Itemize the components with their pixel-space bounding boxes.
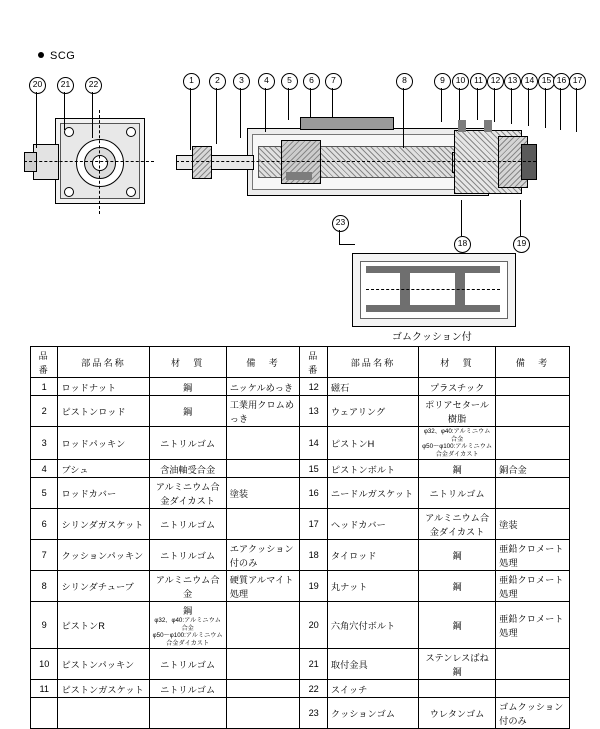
cell-material: φ32、φ40:アルミニウム合金 φ50～φ100:アルミニウム合金ダイカスト <box>419 427 496 460</box>
cell-no: 11 <box>31 680 58 698</box>
cell-remarks: 銅合金 <box>496 460 570 478</box>
callout-20[interactable]: 20 <box>29 77 46 94</box>
cell-no: 17 <box>300 509 327 540</box>
flange-hole <box>64 127 74 137</box>
piston-rod <box>176 155 254 170</box>
needle-gasket <box>484 120 492 132</box>
leader-19 <box>520 200 521 236</box>
callout-22[interactable]: 22 <box>85 77 102 94</box>
cell-no <box>31 698 58 729</box>
cell-remarks <box>496 649 570 680</box>
cell-remarks <box>226 602 300 649</box>
cell-remarks <box>496 378 570 396</box>
cell-remarks <box>226 509 300 540</box>
cell-no: 5 <box>31 478 58 509</box>
main-center-line <box>176 161 536 162</box>
flange-hole <box>126 127 136 137</box>
cell-remarks: 亜鉛クロメート処理 <box>496 571 570 602</box>
cell-no: 16 <box>300 478 327 509</box>
center-line-vertical <box>99 110 100 214</box>
detail-view-label: ゴムクッション付 <box>392 332 472 343</box>
cell-no: 3 <box>31 427 58 460</box>
cell-name: ピストンガスケット <box>58 680 149 698</box>
cell-no: 9 <box>31 602 58 649</box>
leader-10 <box>459 88 460 120</box>
cell-material: 鋼 <box>419 540 496 571</box>
cushion-detail-block <box>300 117 394 130</box>
detail-center-line <box>366 289 500 290</box>
flange-bore-center <box>92 155 108 171</box>
cell-remarks: ゴムクッション付のみ <box>496 698 570 729</box>
cell-remarks <box>496 427 570 460</box>
leader-21 <box>64 92 65 130</box>
end-cap <box>521 144 537 180</box>
cell-material: 鋼 <box>149 396 226 427</box>
cell-material: 鋼 φ32、φ40:アルミニウム合金 φ50～φ100:アルミニウム合金ダイカスト <box>149 602 226 649</box>
cell-name: ウェアリング <box>327 396 418 427</box>
header-no-right: 品番 <box>300 347 327 378</box>
cell-material: ニトリルゴム <box>149 649 226 680</box>
cell-remarks: 塗装 <box>496 509 570 540</box>
cell-material: 鋼 <box>419 602 496 649</box>
magnet-band <box>286 172 312 180</box>
cell-remarks <box>226 680 300 698</box>
cell-name: ピストンR <box>58 602 149 649</box>
cell-remarks: 亜鉛クロメート処理 <box>496 602 570 649</box>
table-row <box>31 540 570 571</box>
cell-remarks <box>226 460 300 478</box>
cell-material: アルミニウム合金ダイカスト <box>419 509 496 540</box>
cell-name: ニードルガスケット <box>327 478 418 509</box>
table-header-row <box>31 347 570 378</box>
leader-4 <box>265 88 266 132</box>
cell-remarks <box>496 396 570 427</box>
callout-18[interactable]: 18 <box>454 236 471 253</box>
table-row <box>31 509 570 540</box>
leader-15 <box>545 88 546 128</box>
callout-3[interactable]: 3 <box>233 73 250 90</box>
cell-name: ロッドカバー <box>58 478 149 509</box>
cell-name: 六角穴付ボルト <box>327 602 418 649</box>
cell-name: ロッドパッキン <box>58 427 149 460</box>
callout-19[interactable]: 19 <box>513 236 530 253</box>
leader-23-h <box>339 244 355 245</box>
cell-material: アルミニウム合金ダイカスト <box>149 478 226 509</box>
cell-material: ウレタンゴム <box>419 698 496 729</box>
callout-21[interactable]: 21 <box>57 77 74 94</box>
table-row <box>31 478 570 509</box>
table-row <box>31 396 570 427</box>
cell-material: ニトリルゴム <box>149 680 226 698</box>
cell-material: 鋼 <box>149 378 226 396</box>
cell-name <box>58 698 149 729</box>
cell-material: ステンレスばね鋼 <box>419 649 496 680</box>
cell-material: アルミニウム合金 <box>149 571 226 602</box>
detail-bar-bottom <box>366 305 500 312</box>
leader-1 <box>190 88 191 150</box>
cell-no: 23 <box>300 698 327 729</box>
leader-20 <box>36 92 37 148</box>
table-row <box>31 460 570 478</box>
callout-13[interactable]: 13 <box>504 73 521 90</box>
callout-2[interactable]: 2 <box>209 73 226 90</box>
cell-name: ピストンボルト <box>327 460 418 478</box>
table-row <box>31 698 570 729</box>
header-no-left: 品番 <box>31 347 58 378</box>
cell-no: 10 <box>31 649 58 680</box>
leader-18 <box>461 200 462 236</box>
cell-no: 4 <box>31 460 58 478</box>
cell-no: 12 <box>300 378 327 396</box>
table-row <box>31 427 570 460</box>
cell-no: 19 <box>300 571 327 602</box>
callout-12[interactable]: 12 <box>487 73 504 90</box>
cell-material: ポリアセタール樹脂 <box>419 396 496 427</box>
cell-name: シリンダガスケット <box>58 509 149 540</box>
cell-name: 取付金具 <box>327 649 418 680</box>
parts-table <box>30 346 570 729</box>
model-label-text: SCG <box>50 50 76 62</box>
rod-nut <box>192 146 212 179</box>
cell-remarks <box>226 427 300 460</box>
cell-remarks: 硬質アルマイト処理 <box>226 571 300 602</box>
leader-22 <box>92 92 93 138</box>
leader-8 <box>403 88 404 148</box>
cell-material: ニトリルゴム <box>149 427 226 460</box>
cell-material <box>419 680 496 698</box>
leader-6 <box>310 88 311 118</box>
table-body <box>31 378 570 729</box>
cell-no: 21 <box>300 649 327 680</box>
table-row <box>31 571 570 602</box>
bullet-icon <box>38 52 44 58</box>
table-row <box>31 602 570 649</box>
cell-name: ブシュ <box>58 460 149 478</box>
center-line <box>24 161 154 162</box>
cell-remarks <box>496 680 570 698</box>
callout-5[interactable]: 5 <box>281 73 298 90</box>
cell-material <box>149 698 226 729</box>
callout-1[interactable]: 1 <box>183 73 200 90</box>
callout-4[interactable]: 4 <box>258 73 275 90</box>
leader-2 <box>216 88 217 144</box>
header-name-right: 部品名称 <box>327 347 418 378</box>
leader-7 <box>332 88 333 118</box>
callout-16[interactable]: 16 <box>553 73 570 90</box>
header-material-right: 材 質 <box>419 347 496 378</box>
callout-15[interactable]: 15 <box>538 73 555 90</box>
cell-material: ニトリルゴム <box>419 478 496 509</box>
callout-23[interactable]: 23 <box>332 215 349 232</box>
table-row <box>31 378 570 396</box>
cell-name: 丸ナット <box>327 571 418 602</box>
callout-9[interactable]: 9 <box>434 73 451 90</box>
leader-23 <box>339 230 340 244</box>
cell-remarks: 工業用クロムめっき <box>226 396 300 427</box>
needle-valve <box>458 120 466 132</box>
cell-no: 15 <box>300 460 327 478</box>
cell-no: 2 <box>31 396 58 427</box>
cell-name: クッションゴム <box>327 698 418 729</box>
flange-hole <box>64 187 74 197</box>
leader-3 <box>240 88 241 138</box>
cell-name: シリンダチューブ <box>58 571 149 602</box>
cell-no: 18 <box>300 540 327 571</box>
cell-no: 14 <box>300 427 327 460</box>
cell-name: ピストンH <box>327 427 418 460</box>
cell-no: 13 <box>300 396 327 427</box>
cell-material: 鋼 <box>419 460 496 478</box>
cell-material: 含油軸受合金 <box>149 460 226 478</box>
cell-name: ピストンロッド <box>58 396 149 427</box>
cell-name: タイロッド <box>327 540 418 571</box>
cell-name: ヘッドカバー <box>327 509 418 540</box>
cell-no: 8 <box>31 571 58 602</box>
cell-material: ニトリルゴム <box>149 509 226 540</box>
callout-11[interactable]: 11 <box>470 73 487 90</box>
cell-no: 1 <box>31 378 58 396</box>
leader-13 <box>511 88 512 124</box>
cell-name: 磁石 <box>327 378 418 396</box>
cell-no: 22 <box>300 680 327 698</box>
callout-8[interactable]: 8 <box>396 73 413 90</box>
leader-12 <box>494 88 495 122</box>
leader-9 <box>441 88 442 122</box>
flange-hole <box>126 187 136 197</box>
cell-remarks: エアクッション付のみ <box>226 540 300 571</box>
cell-remarks <box>226 698 300 729</box>
rod-nut-stub <box>24 152 37 172</box>
cell-material: ニトリルゴム <box>149 540 226 571</box>
header-name-left: 部品名称 <box>58 347 149 378</box>
cell-remarks <box>496 478 570 509</box>
callout-17[interactable]: 17 <box>569 73 586 90</box>
cell-name: スイッチ <box>327 680 418 698</box>
callout-6[interactable]: 6 <box>303 73 320 90</box>
cell-material: 鋼 <box>419 571 496 602</box>
callout-14[interactable]: 14 <box>521 73 538 90</box>
callout-7[interactable]: 7 <box>325 73 342 90</box>
cell-no: 20 <box>300 602 327 649</box>
header-remarks-left: 備 考 <box>226 347 300 378</box>
cell-name: クッションパッキン <box>58 540 149 571</box>
detail-bar-top <box>366 266 500 273</box>
cell-name: ピストンパッキン <box>58 649 149 680</box>
table-row <box>31 649 570 680</box>
cell-no: 7 <box>31 540 58 571</box>
cell-remarks: 亜鉛クロメート処理 <box>496 540 570 571</box>
cell-remarks <box>226 649 300 680</box>
leader-11 <box>477 88 478 120</box>
header-remarks-right: 備 考 <box>496 347 570 378</box>
leader-17 <box>576 88 577 132</box>
callout-10[interactable]: 10 <box>452 73 469 90</box>
cell-remarks: 塗装 <box>226 478 300 509</box>
leader-5 <box>288 88 289 120</box>
cell-no: 6 <box>31 509 58 540</box>
cell-material: プラスチック <box>419 378 496 396</box>
cell-name: ロッドナット <box>58 378 149 396</box>
header-material-left: 材 質 <box>149 347 226 378</box>
leader-14 <box>528 88 529 126</box>
leader-16 <box>560 88 561 130</box>
cell-remarks: ニッケルめっき <box>226 378 300 396</box>
table-row <box>31 680 570 698</box>
assembly-drawing <box>0 60 600 343</box>
